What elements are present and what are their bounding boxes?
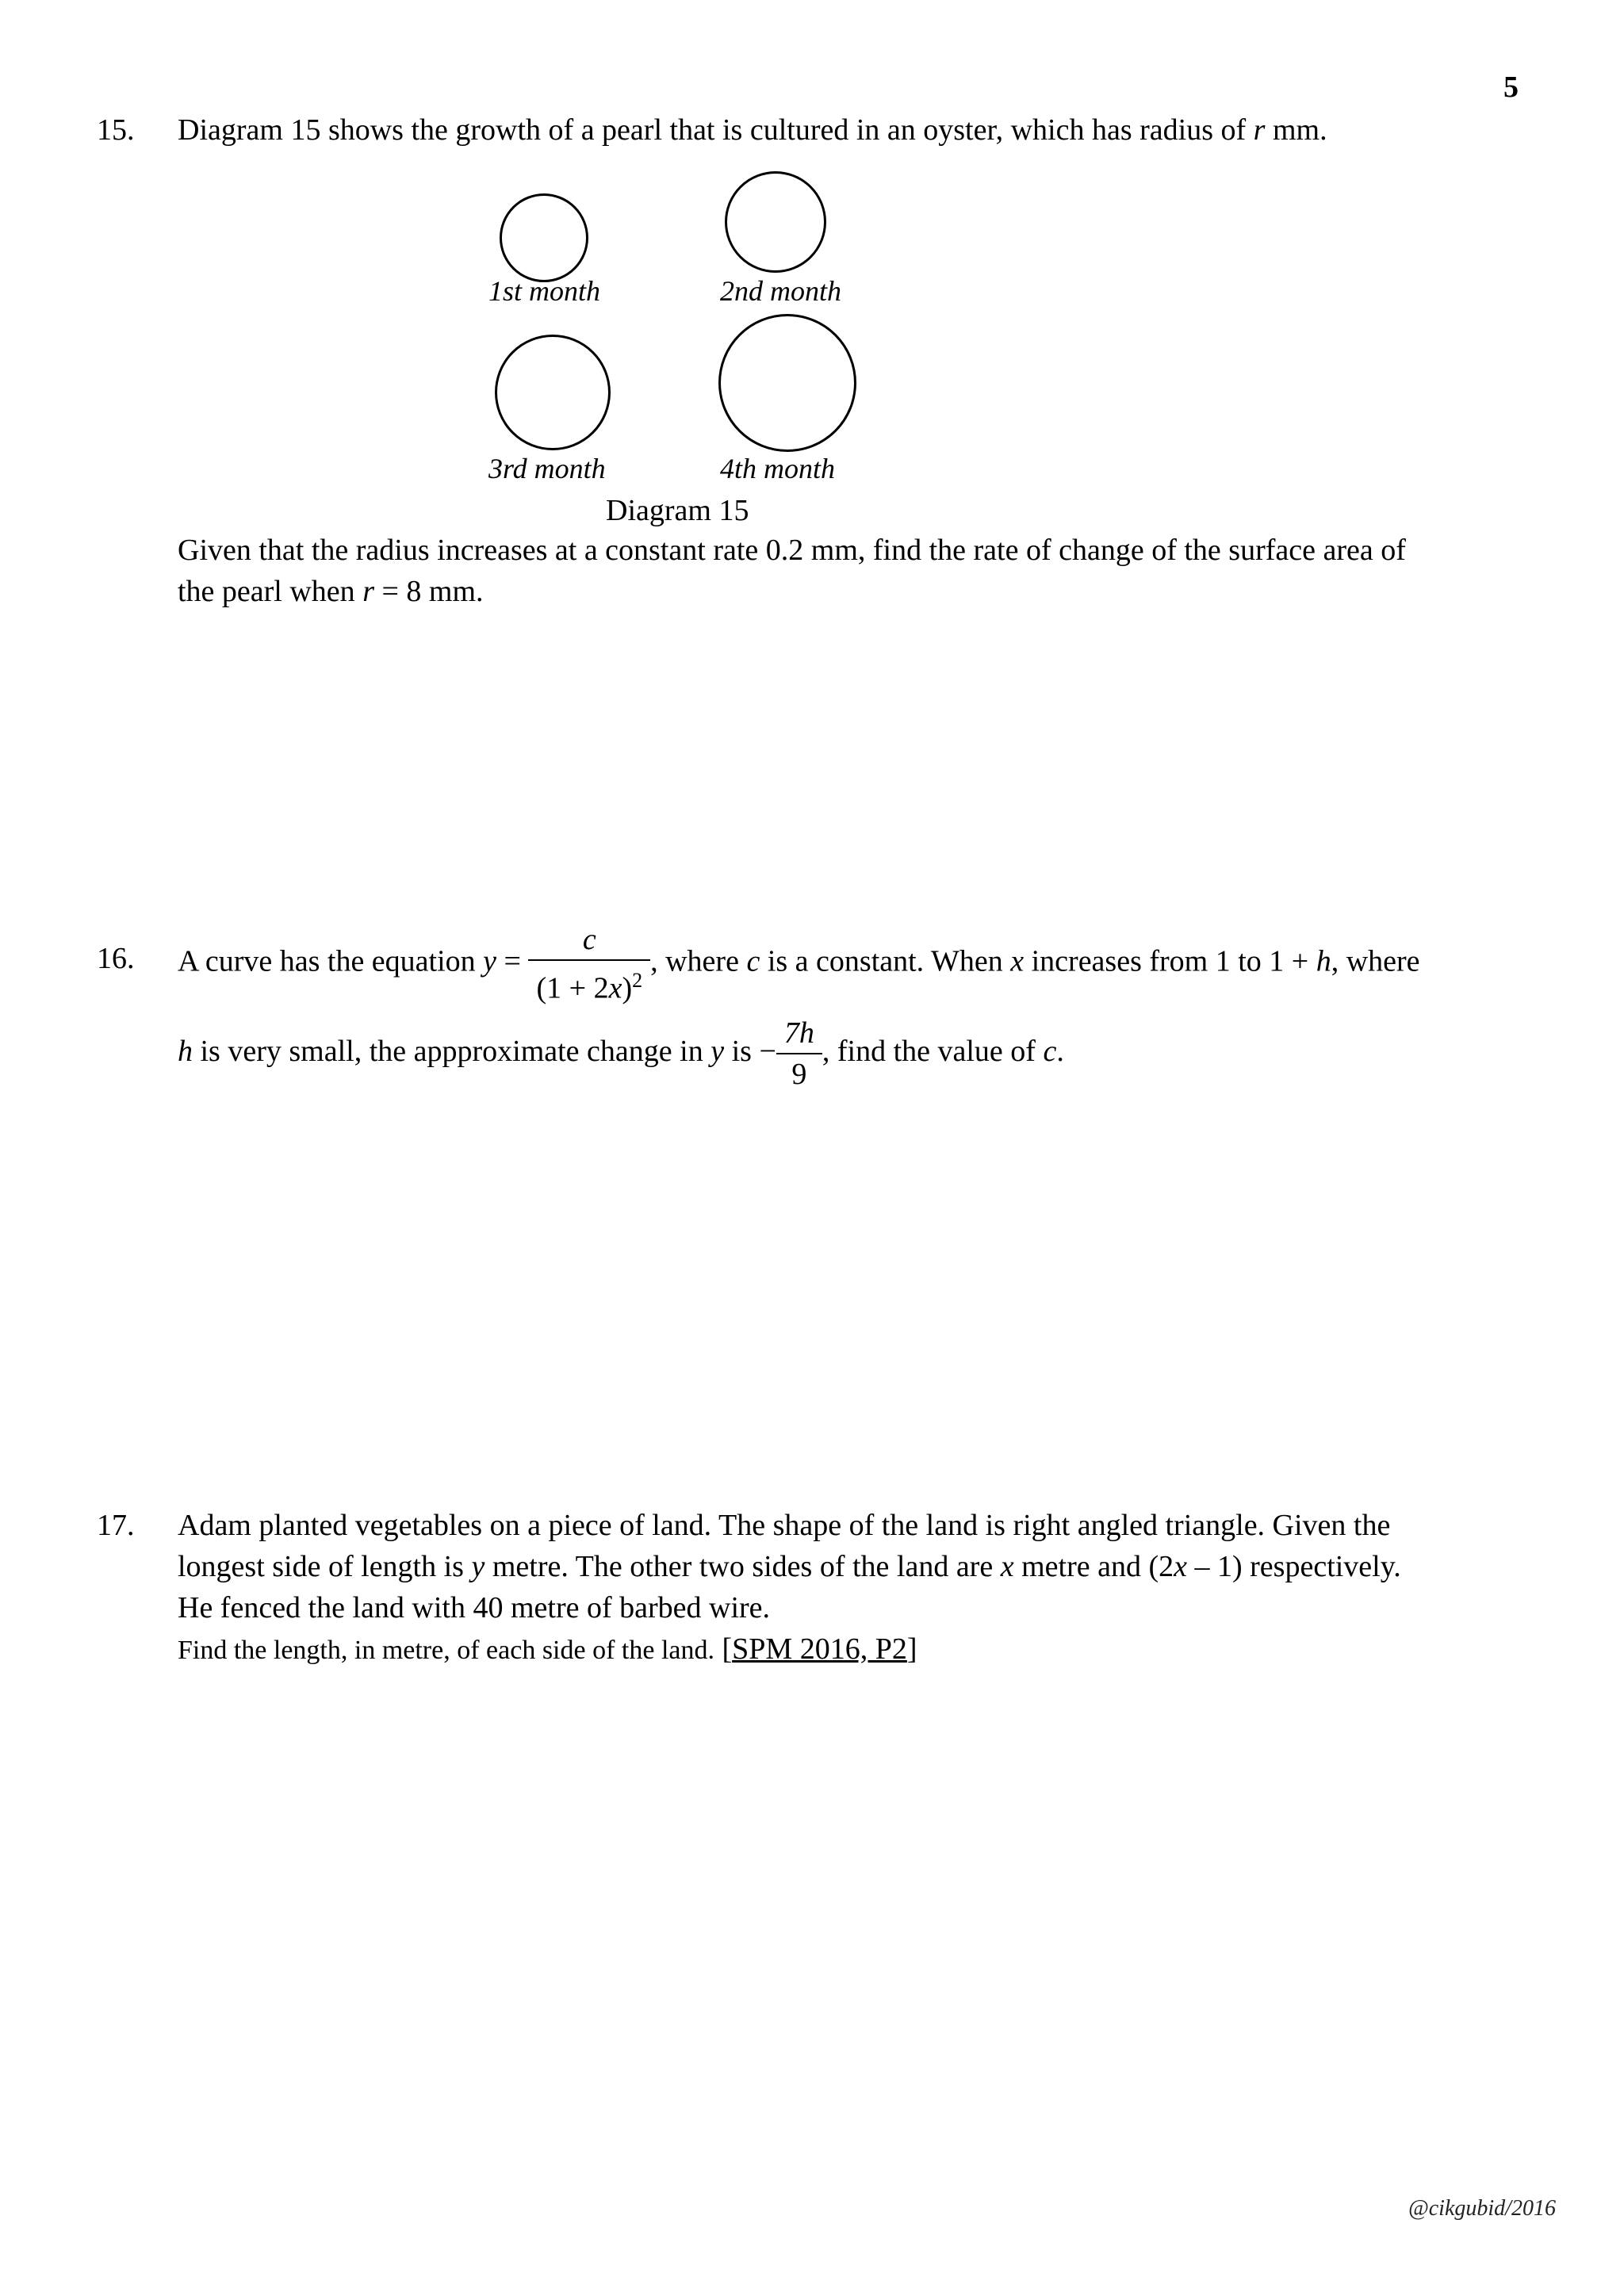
question-15-intro: Diagram 15 shows the growth of a pearl that is cultured in an oyster, which has radius of r mm. xyxy=(178,113,1327,147)
pearl-month-1-label: 1st month xyxy=(488,275,601,307)
question-15-line-1: Given that the radius increases at a constant rate 0.2 mm, find the rate of change of the surface area of xyxy=(178,534,1406,567)
pearl-month-3-circle xyxy=(495,335,611,450)
pearl-month-3-label: 3rd month xyxy=(488,453,606,484)
question-16-line-1: A curve has the equation y = $\frac{c}{(1 + 2x)^2}$ , where c is a constant. When x increases from 1 to 1 + h, where xyxy=(178,920,1420,1008)
pearl-month-4-label: 4th month xyxy=(720,453,836,484)
change-fraction: $\frac{7h}{9}$ xyxy=(776,1013,822,1094)
equation-fraction: $\frac{c}{(1 + 2x)^2}$ xyxy=(528,920,650,1008)
question-16-line-2: h is very small, the appproximate change in y is − $\frac{7h}{9}$ , find the value of c. xyxy=(178,1012,1064,1094)
question-17-line-3: He fenced the land with 40 metre of barbed wire. xyxy=(178,1591,771,1624)
question-17-line-1: Adam planted vegetables on a piece of land. The shape of the land is right angled triangle. Given the xyxy=(178,1509,1391,1542)
question-15-line-2: the pearl when r = 8 mm. xyxy=(178,575,484,608)
pearl-month-2-circle xyxy=(725,171,826,273)
pearl-month-1-circle xyxy=(500,193,588,282)
spm-2016-reference-link[interactable]: SPM 2016, P2 xyxy=(732,1632,907,1666)
question-17-line-4: Find the length, in metre, of each side of the land. [SPM 2016, P2] xyxy=(178,1632,917,1666)
pearl-month-4-circle xyxy=(718,314,856,452)
question-17-line-2: longest side of length is y metre. The other two sides of the land are x metre and (2x – 1) respectively. xyxy=(178,1550,1401,1583)
question-15-number: 15. xyxy=(97,113,135,147)
question-16-number: 16. xyxy=(97,942,135,975)
question-17-number: 17. xyxy=(97,1509,135,1542)
page-number: 5 xyxy=(1503,71,1519,104)
watermark: @cikgubid/2016 xyxy=(1408,2196,1556,2221)
pearl-month-2-label: 2nd month xyxy=(720,275,841,307)
diagram-15-caption: Diagram 15 xyxy=(606,494,749,527)
